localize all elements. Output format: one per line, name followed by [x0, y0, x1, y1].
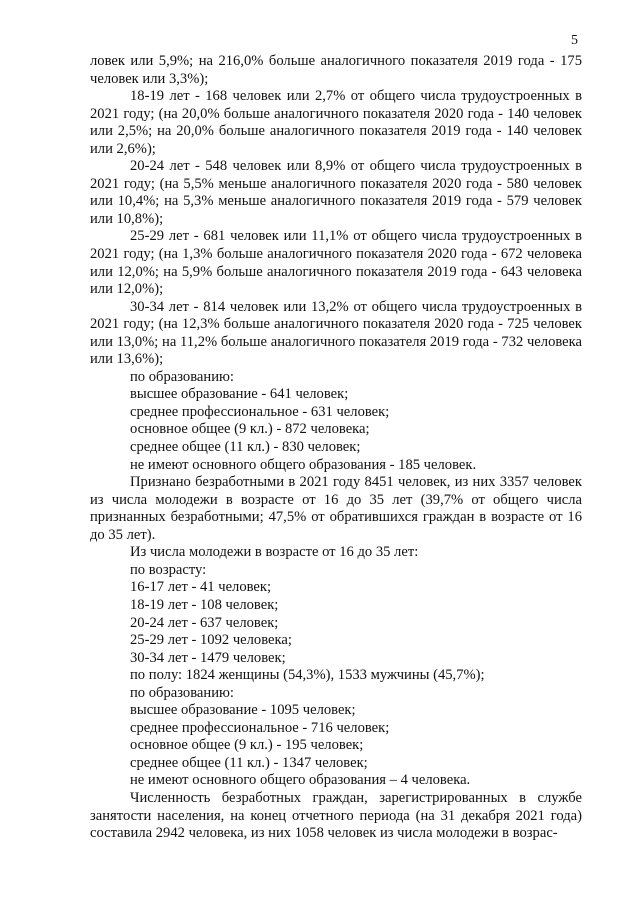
paragraph-continuation: ловек или 5,9%; на 216,0% больше аналогичного показателя 2019 года - 175 человек или 3,3%);: [90, 53, 582, 87]
list-item: 20-24 лет - 637 человек;: [130, 614, 279, 631]
list-item: основное общее (9 кл.) - 195 человек;: [130, 737, 364, 754]
paragraph-age-20-24: 20-24 лет - 548 человек или 8,9% от общего числа трудоустроенных в 2021 году; (на 5,5% меньше аналогичного показателя 2020 года - 580 человек или 10,4%; на 5,3% меньше аналогичного показателя 2019 года - 579 человек или 10,8%);: [90, 158, 582, 227]
list-heading-youth: Из числа молодежи в возрасте от 16 до 35 лет:: [130, 544, 419, 561]
list-heading-education: по образованию:: [130, 684, 234, 701]
list-item: высшее образование - 641 человек;: [130, 386, 349, 403]
list-item: 18-19 лет - 108 человек;: [130, 596, 279, 613]
paragraph-age-30-34: 30-34 лет - 814 человек или 13,2% от общего числа трудоустроенных в 2021 году; (на 12,3% больше аналогичного показателя 2020 года - 725 человек или 13,0%; на 11,2% больше аналогичного показателя 2019 года - 732 человека или 13,6%);: [90, 298, 582, 368]
list-item: среднее общее (11 кл.) - 1347 человек;: [130, 754, 368, 771]
list-item-gender: по полу: 1824 женщины (54,3%), 1533 мужчины (45,7%);: [130, 667, 485, 684]
list-item: высшее образование - 1095 человек;: [130, 702, 356, 719]
paragraph-registered-unemployed: Численность безработных граждан, зарегистрированных в службе занятости населения, на конец отчетного периода (на 31 декабря 2021 года) составила 2942 человека, из них 1058 человек из числа молодежи в возрас-: [90, 789, 582, 842]
list-item: 25-29 лет - 1092 человека;: [130, 632, 292, 649]
list-heading-education: по образованию:: [130, 368, 234, 385]
list-item: 30-34 лет - 1479 человек;: [130, 649, 286, 666]
list-item: среднее общее (11 кл.) - 830 человек;: [130, 439, 361, 456]
list-item: не имеют основного общего образования - 185 человек.: [130, 456, 477, 473]
page-number: 5: [571, 33, 578, 48]
document-body: [90, 53, 582, 843]
paragraph-age-25-29: 25-29 лет - 681 человек или 11,1% от общего числа трудоустроенных в 2021 году; (на 1,3% больше аналогичного показателя 2020 года - 672 человека или 12,0%; на 5,9% больше аналогичного показателя 2019 года - 643 человека или 12,0%);: [90, 228, 582, 298]
paragraph-age-18-19: 18-19 лет - 168 человек или 2,7% от общего числа трудоустроенных в 2021 году; (на 20,0% больше аналогичного показателя 2020 года - 140 человек или 2,5%; на 20,0% больше аналогичного показателя 2019 года - 140 человек или 2,6%);: [90, 88, 582, 157]
list-item: среднее профессиональное - 716 человек;: [130, 719, 390, 736]
list-item: 16-17 лет - 41 человек;: [130, 579, 272, 596]
paragraph-unemployed-2021: Признано безработными в 2021 году 8451 человек, из них 3357 человек из числа молодежи в возрасте от 16 до 35 лет (39,7% от общего числа признанных безработными; 47,5% от обратившихся граждан в возрасте от 16 до 35 лет).: [90, 474, 582, 543]
list-heading-age: по возрасту:: [130, 561, 207, 578]
list-item: не имеют основного общего образования – 4 человека.: [130, 772, 471, 789]
list-item: основное общее (9 кл.) - 872 человека;: [130, 421, 370, 438]
list-item: среднее профессиональное - 631 человек;: [130, 403, 390, 420]
